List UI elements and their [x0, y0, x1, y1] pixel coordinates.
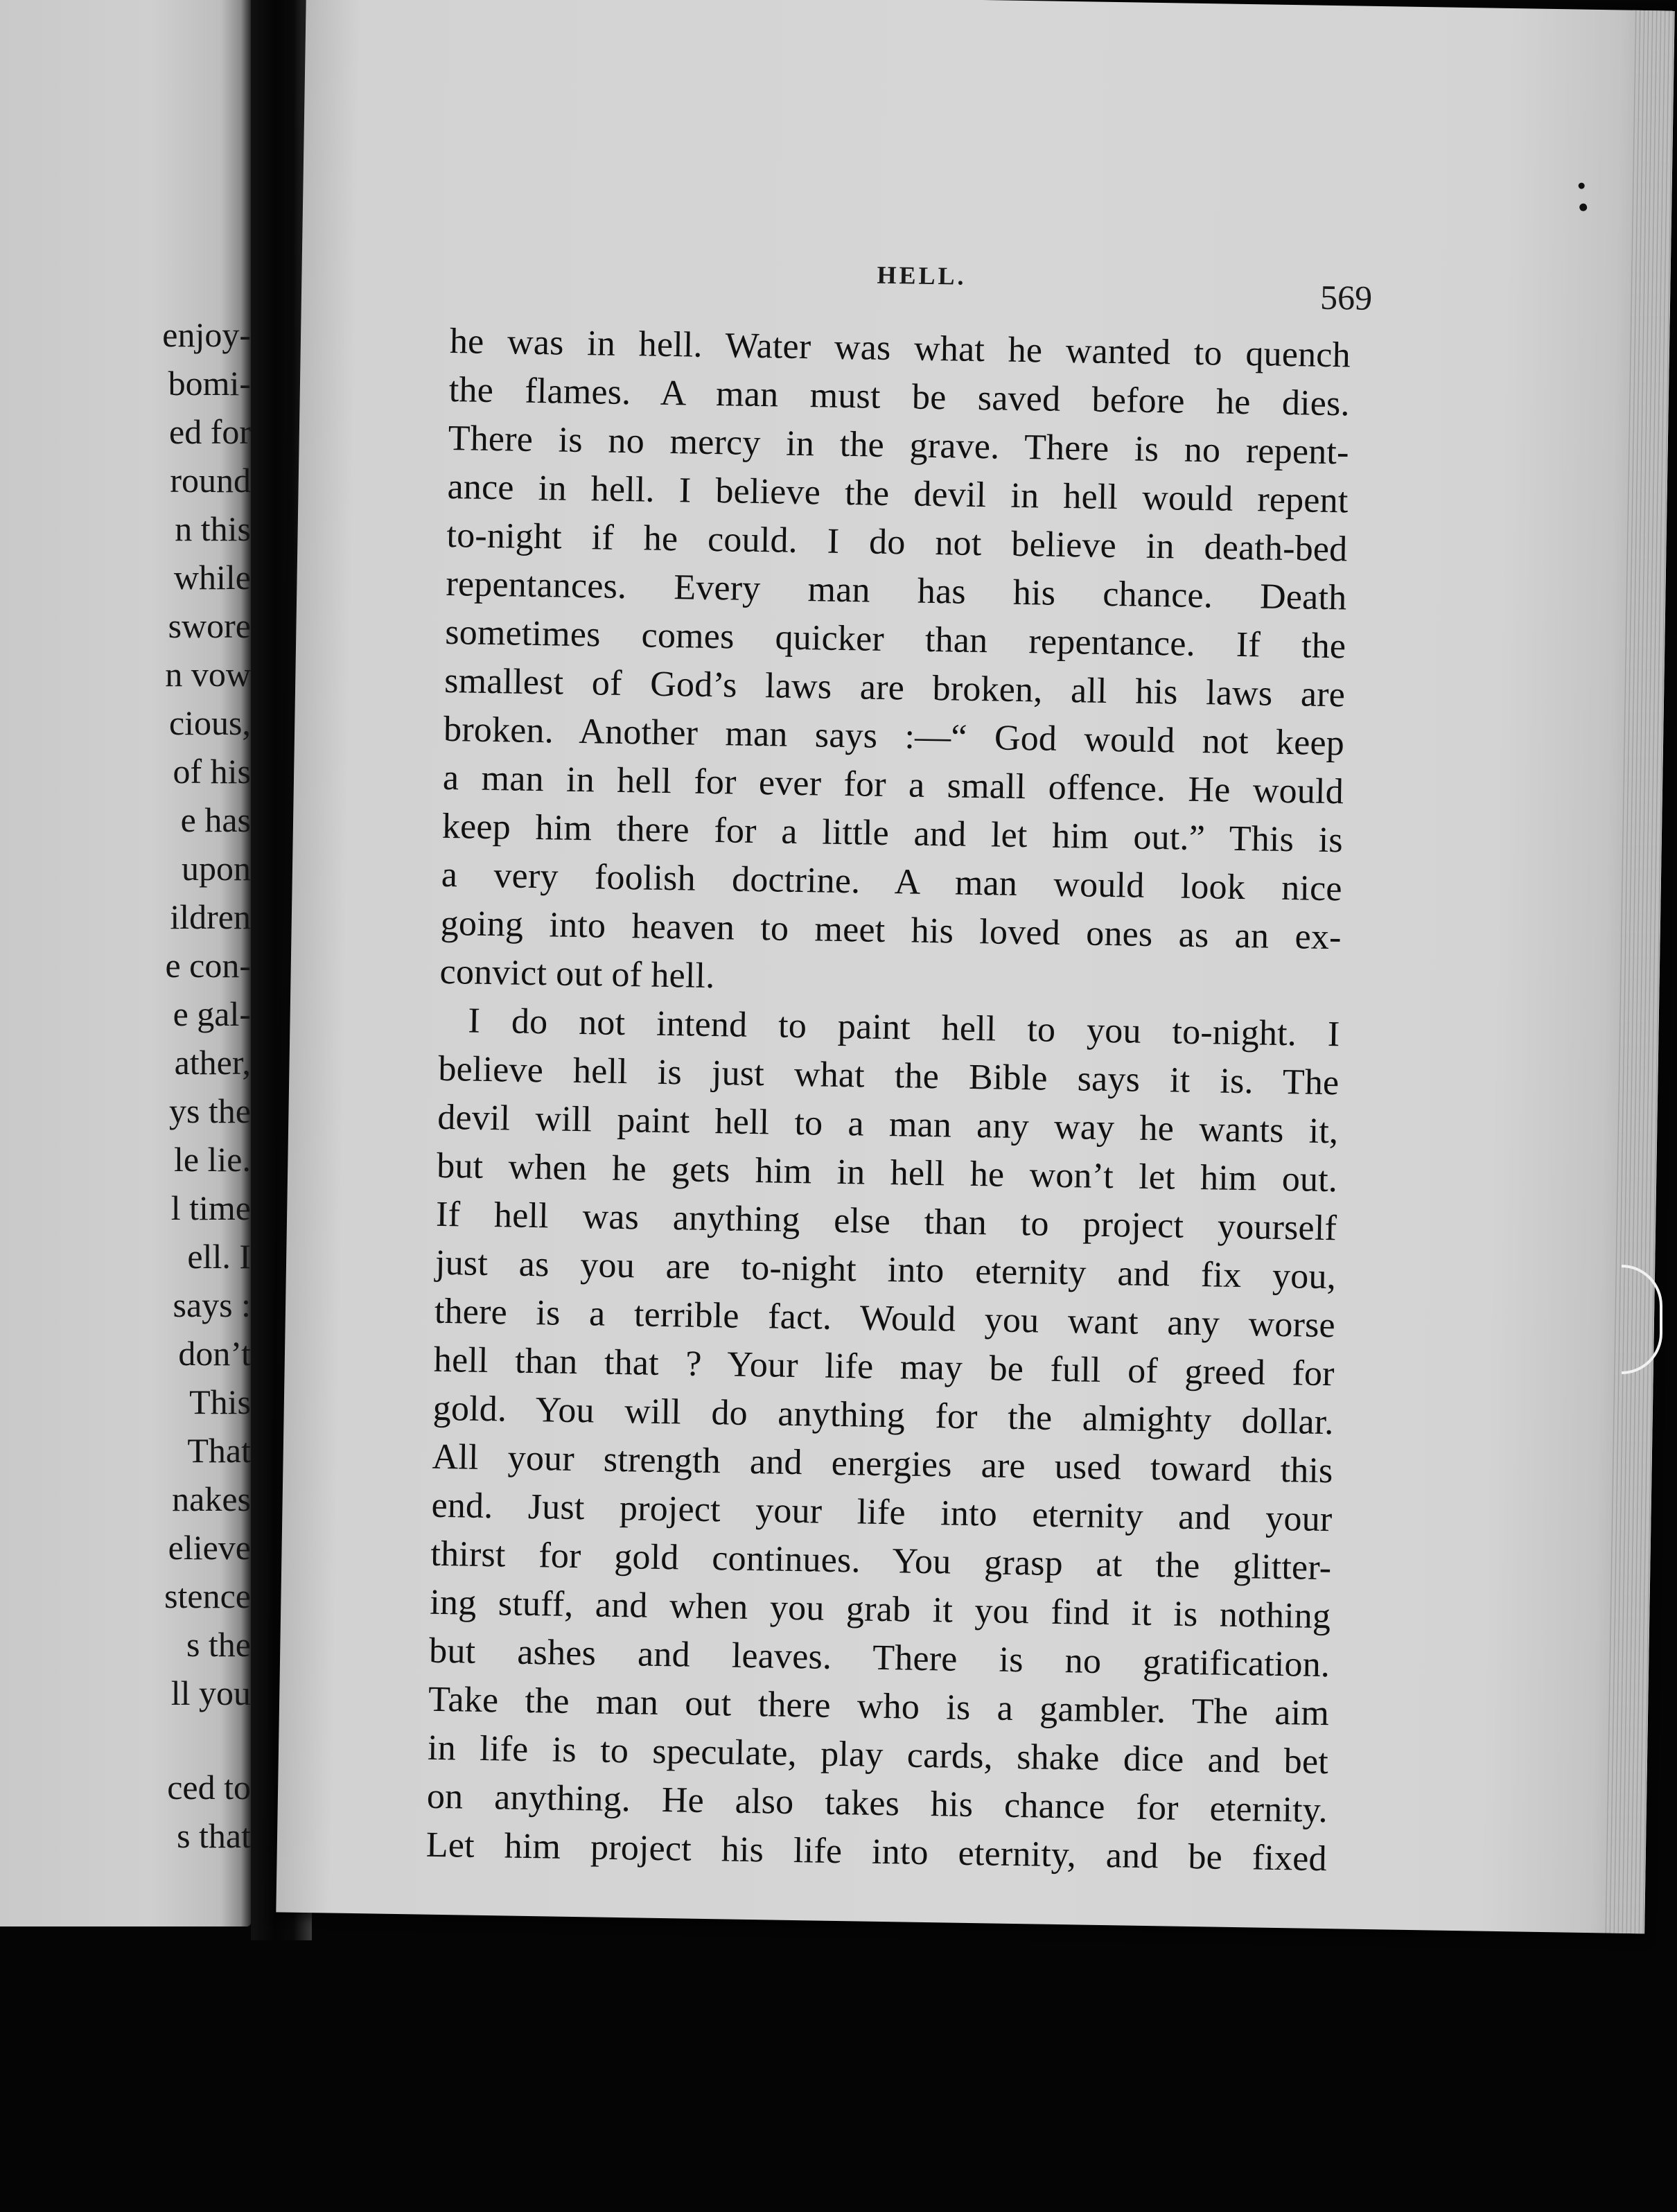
text-line: gold. You will do anything for the almighty dollar. — [432, 1388, 1335, 1443]
body-text — [425, 317, 1351, 1884]
text-line: convict out of hell. — [439, 951, 715, 997]
ink-speck — [1579, 204, 1587, 211]
left-line: upon — [182, 849, 251, 888]
left-line: This — [189, 1382, 251, 1421]
left-line: swore — [168, 606, 251, 645]
page-number: 569 — [1319, 277, 1373, 317]
left-line: le lie. — [173, 1140, 251, 1179]
left-line: round — [170, 461, 251, 500]
left-line: enjoy- — [162, 315, 251, 354]
text-line: but when he gets him in hell he won’t let him out. — [436, 1146, 1338, 1200]
left-line: stence — [164, 1577, 251, 1615]
text-line: ance in hell. I believe the devil in hell would repent — [447, 466, 1349, 521]
left-line: ys the — [168, 1091, 251, 1130]
page-edges — [1603, 10, 1675, 1934]
text-line: keep him there for a little and let him out.” This is — [441, 806, 1344, 861]
left-page-text — [0, 310, 251, 1860]
text-line: a very foolish doctrine. A man would look nice — [441, 854, 1343, 909]
text-line: a man in hell for ever for a small offence. He would — [442, 757, 1344, 812]
text-line: hell than that ? Your life may be full of greed for — [433, 1340, 1335, 1394]
left-line: says : — [173, 1285, 251, 1324]
left-line: elieve — [168, 1528, 251, 1567]
text-line: thirst for gold continues. You grasp at the glitter- — [430, 1534, 1332, 1588]
ink-speck — [1579, 183, 1585, 189]
left-line: ather, — [174, 1043, 251, 1082]
left-line: bomi- — [168, 364, 251, 403]
text-line: to-night if he could. I do not believe in death-bed — [446, 515, 1348, 570]
left-line: s that — [177, 1816, 251, 1855]
text-line: repentances. Every man has his chance. Death — [446, 563, 1347, 618]
text-line: just as you are to-night into eternity and fix you, — [434, 1243, 1337, 1297]
left-line: l time — [170, 1188, 251, 1227]
text-line: smallest of God’s laws are broken, all his laws are — [444, 660, 1346, 715]
text-line: devil will paint hell to a man any way he wants it, — [437, 1097, 1339, 1152]
left-line: e con- — [165, 946, 251, 985]
left-line: ed for — [169, 412, 251, 451]
left-line: ced to — [167, 1768, 251, 1807]
left-page — [0, 0, 251, 1926]
main-page — [276, 0, 1674, 1933]
text-line: I do not intend to paint hell to you to-night. I — [468, 1001, 1340, 1055]
text-line: there is a terrible fact. Would you want any worse — [434, 1291, 1336, 1346]
left-line: ildren — [170, 897, 251, 936]
left-line: don’t — [178, 1334, 251, 1373]
text-line: end. Just project your life into eternity and your — [431, 1485, 1333, 1540]
left-line: cious, — [168, 703, 251, 742]
text-line: on anything. He also takes his chance for eternity. — [426, 1776, 1328, 1831]
left-line: e gal- — [173, 994, 251, 1033]
text-line: There is no mercy in the grave. There is no repent- — [448, 418, 1350, 473]
scan-artifact-mark — [1622, 1265, 1662, 1374]
text-line: but ashes and leaves. There is no gratification. — [428, 1631, 1331, 1685]
left-line: s the — [186, 1625, 251, 1664]
left-line: ll you — [170, 1674, 251, 1712]
left-line: nakes — [172, 1480, 251, 1518]
left-line: n this — [175, 509, 251, 548]
text-line: All your strength and energies are used toward this — [432, 1437, 1333, 1491]
text-line: the flames. A man must be saved before he dies. — [448, 369, 1351, 424]
left-line-gap — [0, 1717, 251, 1763]
text-line: in life is to speculate, play cards, shake dice and bet — [427, 1728, 1329, 1782]
text-line: going into heaven to meet his loved ones as an ex- — [440, 903, 1342, 958]
left-line: That — [187, 1431, 251, 1470]
text-line: If hell was anything else than to project yourself — [435, 1194, 1337, 1249]
text-line: ing stuff, and when you grab it you find it is nothing — [429, 1582, 1331, 1637]
text-line: broken. Another man says :—“ God would not keep — [443, 709, 1345, 764]
text-line: believe hell is just what the Bible says it is. The — [438, 1048, 1340, 1103]
left-line: of his — [173, 752, 251, 791]
left-line: ell. I — [187, 1237, 251, 1276]
left-line: e has — [180, 800, 251, 839]
left-line: n vow — [165, 655, 251, 694]
left-line: while — [173, 558, 251, 597]
running-head: HELL. — [877, 261, 967, 290]
text-line: he was in hell. Water was what he wanted to quench — [449, 321, 1351, 376]
text-line: Take the man out there who is a gambler. The aim — [428, 1679, 1330, 1734]
text-line: sometimes comes quicker than repentance. If the — [444, 612, 1346, 667]
text-line: Let him project his life into eternity, and be fixed — [425, 1825, 1328, 1879]
